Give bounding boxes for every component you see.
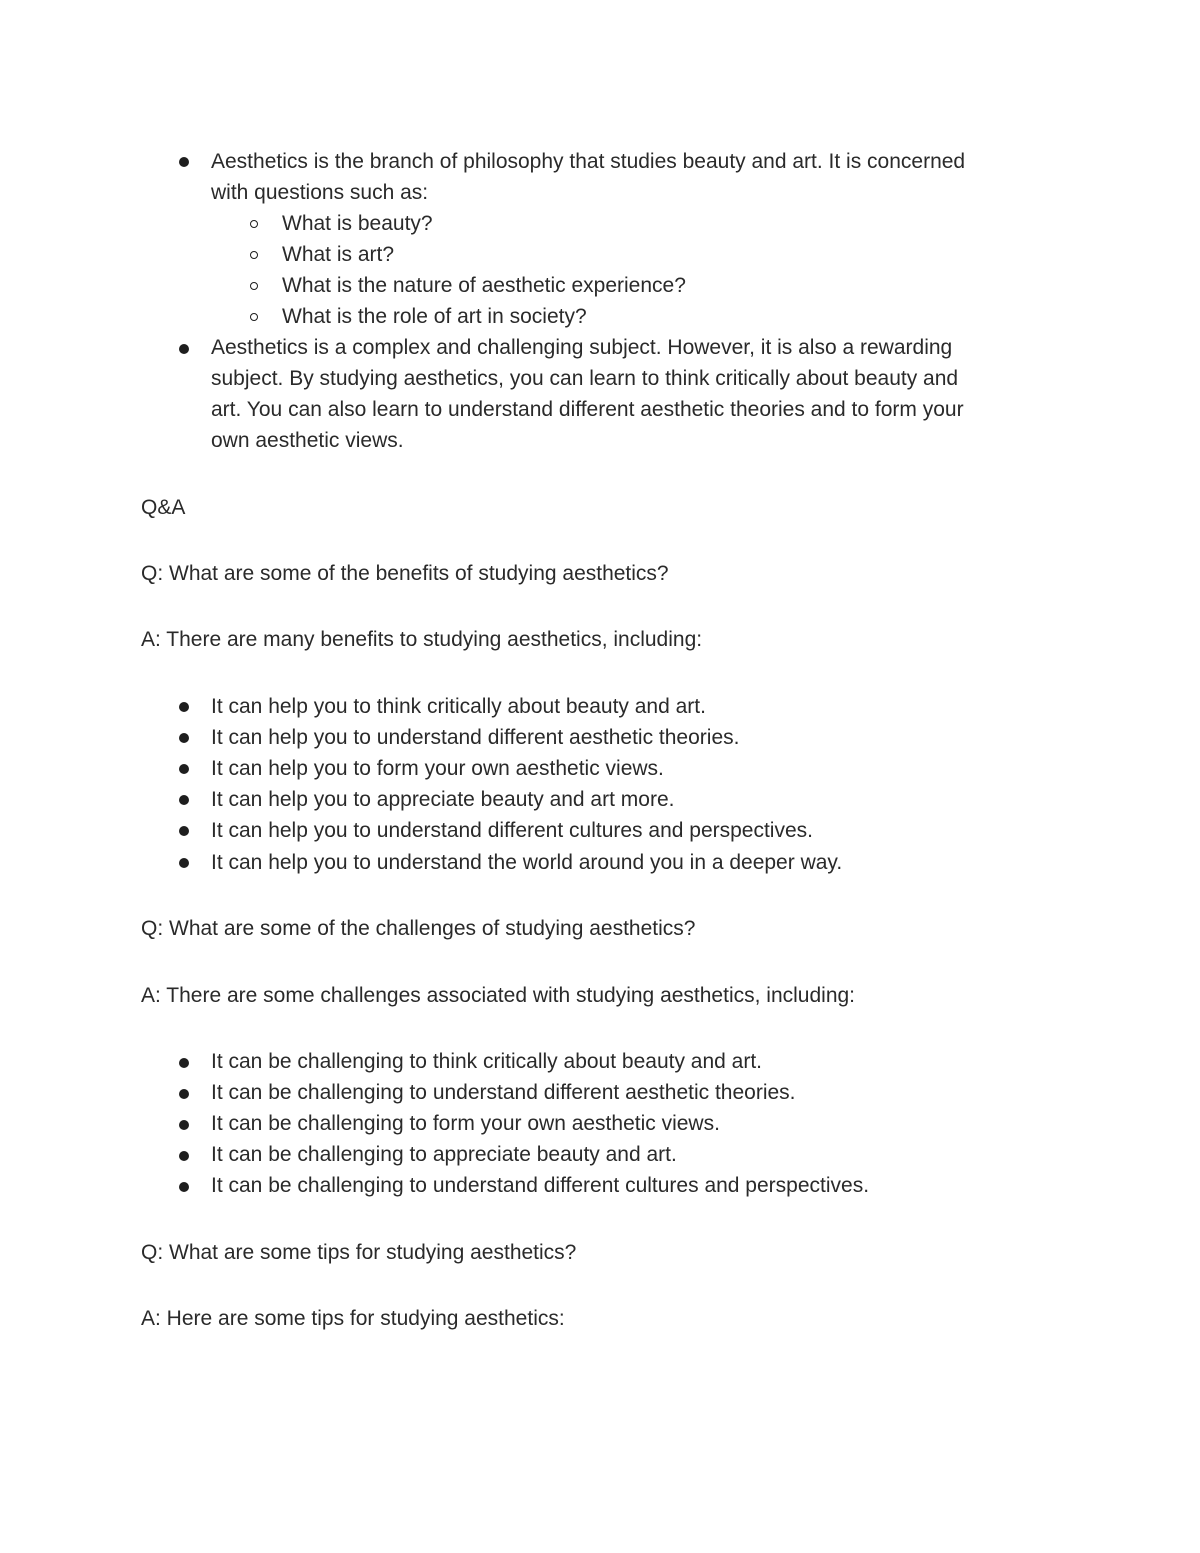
intro-bullet-2-line-4: own aesthetic views. [211, 429, 404, 452]
intro-bullet-2-line-1: Aesthetics is a complex and challenging subject. However, it is also a rewarding [211, 336, 953, 359]
intro-bullet-2-line-2: subject. By studying aesthetics, you can learn to think critically about beauty and [211, 367, 959, 390]
hollow-bullet-icon [250, 251, 258, 259]
hollow-bullet-icon [250, 220, 258, 228]
hollow-bullet-icon [250, 313, 258, 321]
challenge-item: It can be challenging to think critically about beauty and art. [211, 1050, 763, 1073]
benefit-item: It can help you to form your own aesthetic views. [211, 757, 664, 780]
bullet-icon [179, 1182, 189, 1192]
bullet-icon [179, 1058, 189, 1068]
bullet-icon [179, 1089, 189, 1099]
sub-item-role-of-art: What is the role of art in society? [282, 305, 587, 328]
challenge-item: It can be challenging to appreciate beauty and art. [211, 1143, 677, 1166]
sub-item-art: What is art? [282, 243, 395, 266]
answer-1: A: There are many benefits to studying aesthetics, including: [141, 628, 703, 651]
qa-heading: Q&A [141, 496, 186, 519]
sub-item-aesthetic-experience: What is the nature of aesthetic experience? [282, 274, 686, 297]
intro-bullet-1-line-2: with questions such as: [211, 181, 429, 204]
answer-2: A: There are some challenges associated with studying aesthetics, including: [141, 984, 856, 1007]
bullet-icon [179, 344, 189, 354]
bullet-icon [179, 1151, 189, 1161]
bullet-icon [179, 858, 189, 868]
answer-3: A: Here are some tips for studying aesthetics: [141, 1307, 565, 1330]
benefit-item: It can help you to understand different aesthetic theories. [211, 726, 740, 749]
bullet-icon [179, 157, 189, 167]
question-3: Q: What are some tips for studying aesthetics? [141, 1241, 577, 1264]
bullet-icon [179, 764, 189, 774]
benefit-item: It can help you to appreciate beauty and art more. [211, 788, 675, 811]
question-1: Q: What are some of the benefits of studying aesthetics? [141, 562, 669, 585]
question-2: Q: What are some of the challenges of studying aesthetics? [141, 917, 696, 940]
bullet-icon [179, 702, 189, 712]
challenge-item: It can be challenging to understand different aesthetic theories. [211, 1081, 796, 1104]
challenge-item: It can be challenging to form your own aesthetic views. [211, 1112, 720, 1135]
bullet-icon [179, 1120, 189, 1130]
benefit-item: It can help you to understand different cultures and perspectives. [211, 819, 813, 842]
intro-bullet-2-line-3: art. You can also learn to understand different aesthetic theories and to form your [211, 398, 964, 421]
benefit-item: It can help you to understand the world around you in a deeper way. [211, 851, 843, 874]
sub-item-beauty: What is beauty? [282, 212, 433, 235]
benefit-item: It can help you to think critically about beauty and art. [211, 695, 706, 718]
hollow-bullet-icon [250, 282, 258, 290]
intro-bullet-1-line-1: Aesthetics is the branch of philosophy that studies beauty and art. It is concerned [211, 150, 966, 173]
challenge-item: It can be challenging to understand different cultures and perspectives. [211, 1174, 870, 1197]
bullet-icon [179, 733, 189, 743]
bullet-icon [179, 795, 189, 805]
bullet-icon [179, 826, 189, 836]
